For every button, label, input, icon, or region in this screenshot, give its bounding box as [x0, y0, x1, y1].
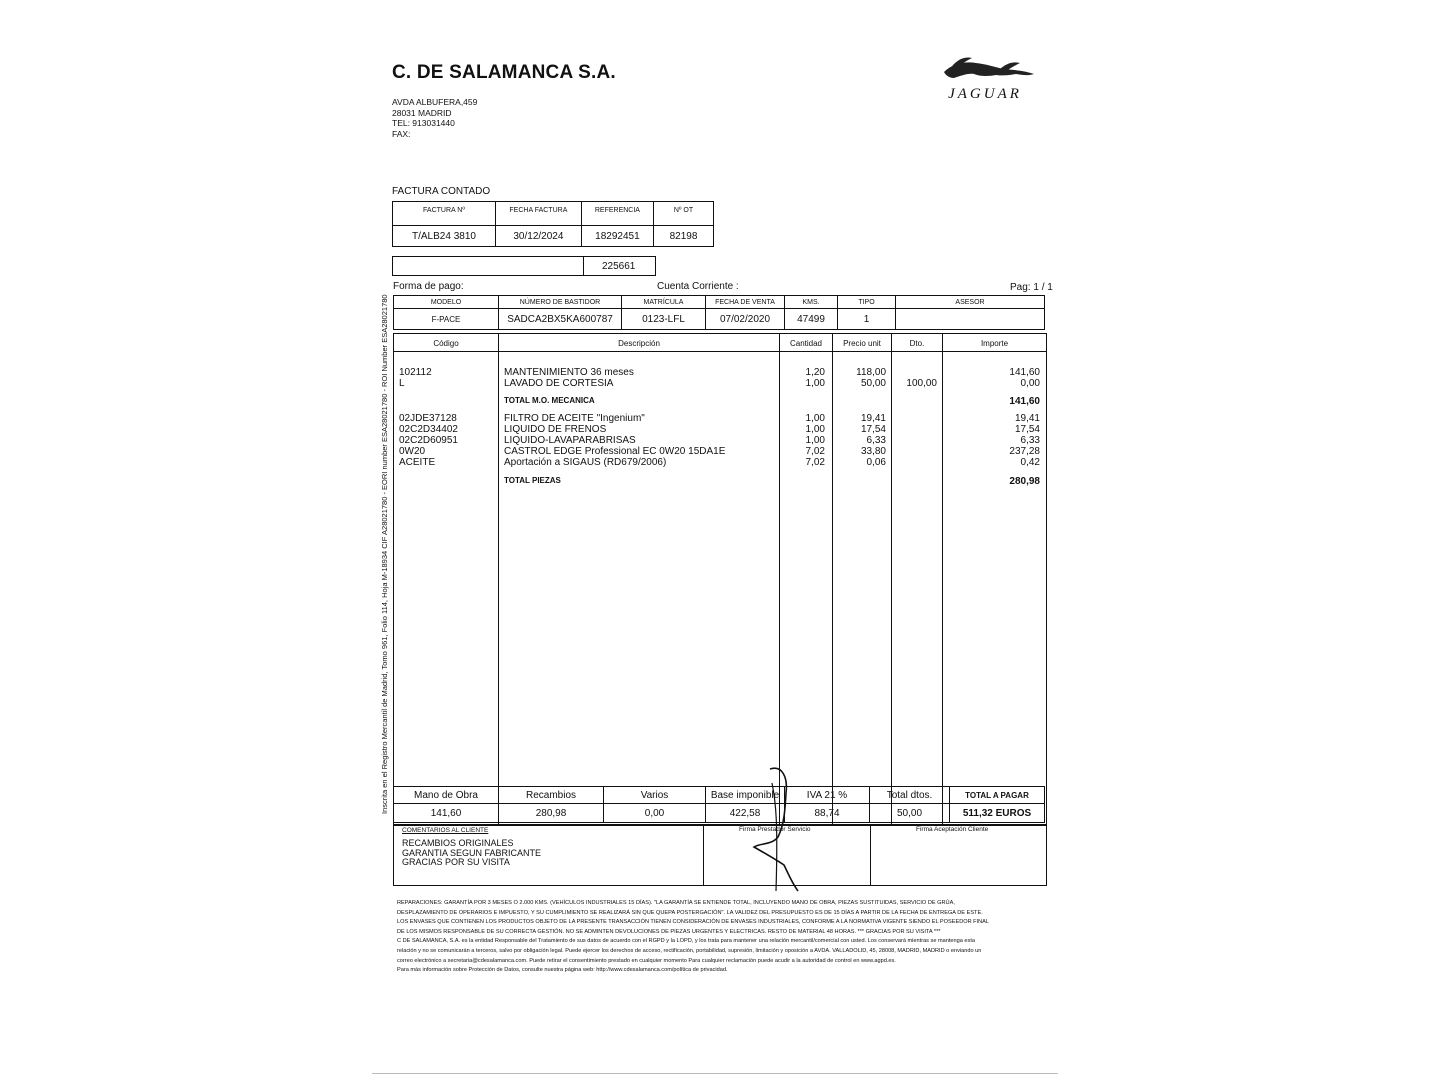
item-code: 102112 — [399, 367, 432, 378]
legal-line: REPARACIONES: GARANTÍA POR 3 MESES O 2.000 KMS. (VEHÍCULOS INDUSTRIALES 15 DÍAS). "LA GARANTÍA SE ENTIENDE TOTAL, INCLUYENDO MANO DE OBRA, PIEZAS SUSTITUIDAS, SERVICIO DE GRÚA, — [397, 900, 955, 906]
item-code: 02C2D34402 — [399, 424, 458, 435]
legal-line: correo electrónico a secretaria@cdesalamanca.com. Puede retirar el consentimiento prestado en cualquier momento Para cualquier reclamación puede acudir a la autoridad de control en www.agpd.es. — [397, 957, 896, 964]
total-discounts: 50,00 — [870, 804, 950, 823]
jaguar-logo — [930, 52, 1042, 104]
reference-label: REFERENCIA — [581, 202, 653, 226]
document-type: FACTURA CONTADO — [392, 186, 491, 197]
item-quantity: 1,00 — [805, 435, 825, 446]
payment-method-label: Forma de pago: — [393, 281, 464, 292]
item-quantity: 7,02 — [805, 457, 825, 468]
item-code: 0W20 — [399, 446, 426, 457]
description-column-header: Descripción — [618, 339, 660, 348]
comments-box — [393, 824, 1047, 886]
item-unit-price: 33,80 — [860, 446, 886, 457]
advisor-label: ASESOR — [896, 296, 1045, 309]
sale-date: 07/02/2020 — [706, 309, 785, 330]
item-amount: 280,98 — [1009, 476, 1040, 487]
misc-total: 0,00 — [604, 804, 706, 823]
registry-info: Inscrita en el Registro Mercantil de Madrid, Tomo 961, Folio 114, Hoja M-18934 CIF A28021780 - EORI number ESA28021780 - ROI Number ESA28021780 — [380, 294, 389, 814]
code-column-header: Código — [433, 339, 459, 348]
legal-notice — [397, 899, 1047, 976]
leaping-cat-icon — [930, 52, 1042, 86]
company-name: C. DE SALAMANCA S.A. — [392, 62, 616, 83]
parts-total: 280,98 — [499, 804, 604, 823]
item-quantity: 7,02 — [805, 446, 825, 457]
invoice-date-label: FECHA FACTURA — [495, 202, 581, 226]
unit-price-column-header: Precio unit — [843, 339, 881, 348]
vin: SADCA2BX5KA600787 — [499, 309, 622, 330]
line-items-area — [393, 333, 1047, 826]
item-amount: 6,33 — [1020, 435, 1040, 446]
item-amount: 0,42 — [1020, 457, 1040, 468]
company-address — [392, 97, 477, 139]
quantity-column-header: Cantidad — [789, 339, 823, 348]
vat-amount: 88,74 — [785, 804, 870, 823]
fax-line: FAX: — [392, 128, 411, 139]
ot-number-label: Nº OT — [653, 202, 713, 226]
vehicle-type: 1 — [838, 309, 896, 330]
vehicle-table — [393, 295, 1045, 330]
vin-label: NÚMERO DE BASTIDOR — [499, 296, 622, 309]
current-account-label: Cuenta Corriente : — [657, 281, 739, 292]
model-label: MODELO — [394, 296, 499, 309]
item-amount: 19,41 — [1014, 413, 1040, 424]
invoice-number-label: FACTURA Nº — [393, 202, 496, 226]
page-number: Pag: 1 / 1 — [1010, 282, 1053, 293]
legal-line: LOS ENVASES QUE CONTIENEN LOS PRODUCTOS OBJETO DE LA PRESENTE TRANSACCIÓN TIENEN CONSIDERACIÓN DE ENVASES INDUSTRIALES, CONFORME A LA NORMATIVA VIGENTE SIENDO EL POSEEDOR FINAL — [397, 919, 990, 926]
model: F-PACE — [394, 309, 499, 330]
kms-label: KMS. — [785, 296, 838, 309]
plate-label: MATRÍCULA — [622, 296, 706, 309]
item-code: 02JDE37128 — [399, 413, 457, 424]
item-quantity: 1,20 — [805, 367, 825, 378]
legal-line: C DE SALAMANCA, S.A. es la entidad Responsable del Tratamiento de sus datos de acuerdo con el RGPD y la LOPD, y los trata para mantener una relación mercantil/comercial con usted. Los conservará mientras se mantenga esta — [397, 938, 975, 945]
client-signature-label: Firma Aceptación Cliente — [916, 826, 989, 833]
item-unit-price: 0,06 — [866, 457, 886, 468]
signature-mark — [748, 763, 808, 893]
item-description: MANTENIMIENTO 36 meses — [504, 367, 634, 378]
legal-line: DESPLAZAMIENTO DE OPERARIOS E IMPUESTO, Y SU CUMPLIMIENTO SE REALIZARÁ SIN QUE QUEPA POSTERGACIÓN". LA VALIDEZ DEL PRESUPUESTO ES DE 15 DÍAS A PARTIR DE LA FECHA DE ENTREGA DE ESTE. — [397, 909, 983, 916]
scan-edge-line — [372, 1073, 1058, 1074]
item-unit-price: 17,54 — [860, 424, 886, 435]
total-discounts-label: Total dtos. — [870, 787, 950, 804]
item-discount: 100,00 — [906, 378, 937, 389]
invoice-header-table — [392, 201, 714, 247]
client-reference-box — [392, 256, 656, 276]
legal-line: Para más información sobre Protección de Datos, consulte nuestra página web: http://www.cdesalamanca.com/política de privacidad. — [397, 967, 728, 974]
misc-label: Varios — [604, 787, 706, 804]
item-quantity: 1,00 — [805, 413, 825, 424]
item-quantity: 1,00 — [805, 424, 825, 435]
total-due: 511,32 EUROS — [950, 804, 1045, 823]
item-description: LIQUIDO-LAVAPARABRISAS — [504, 435, 636, 446]
tax-base-label: Base imponible — [706, 787, 785, 804]
comment-line: GARANTIA SEGUN FABRICANTE — [402, 847, 542, 858]
legal-line: relación y no se comunicarán a terceros, salvo por obligación legal. Puede ejercer los derechos de acceso, rectificación, portabilidad, supresión, limitación y oposición a AVDA. VALLADOLID, 45, 28008, MADRID, MADRID o enviando un — [397, 947, 982, 954]
phone-line: TEL: 913031440 — [392, 118, 455, 128]
total-due-label: TOTAL A PAGAR — [950, 787, 1045, 804]
item-description: LAVADO DE CORTESIA — [504, 378, 614, 389]
address-line-1: AVDA ALBUFERA,459 — [392, 97, 478, 107]
labor-total: 141,60 — [394, 804, 499, 823]
item-amount: 141,60 — [1009, 367, 1040, 378]
item-amount: 141,60 — [1009, 396, 1040, 407]
item-description: CASTROL EDGE Professional EC 0W20 15DA1E — [504, 446, 726, 457]
reference: 18292451 — [581, 226, 653, 247]
logo-wordmark: JAGUAR — [948, 86, 1022, 102]
address-line-2: 28031 MADRID — [392, 107, 452, 118]
item-quantity: 1,00 — [805, 378, 825, 389]
item-description: TOTAL PIEZAS — [504, 476, 561, 485]
item-code: L — [399, 378, 405, 389]
legal-line: DE LOS MISMOS RESPONSABLE DE SU CORRECTA GESTIÓN. NO SE ADMINTEN DEVOLUCIONES DE PIEZAS URGENTES Y ELECTRICAS. RESTO DE MATERIAL 48 HORAS. *** GRACIAS POR SU VISITA *** — [397, 928, 941, 935]
discount-column-header: Dto. — [909, 339, 925, 348]
service-signature-label: Firma Prestador Servicio — [739, 826, 811, 833]
item-code: 02C2D60951 — [399, 435, 458, 446]
ot-number: 82198 — [653, 226, 713, 247]
invoice-date: 30/12/2024 — [495, 226, 581, 247]
tax-base: 422,58 — [706, 804, 785, 823]
client-reference: 225661 — [602, 261, 636, 272]
item-unit-price: 118,00 — [856, 367, 886, 378]
item-unit-price: 50,00 — [860, 378, 886, 389]
plate: 0123-LFL — [622, 309, 706, 330]
advisor — [896, 309, 1045, 330]
item-description: Aportación a SIGAUS (RD679/2006) — [504, 457, 667, 468]
comment-line: GRACIAS POR SU VISITA — [402, 857, 510, 867]
item-unit-price: 6,33 — [866, 435, 886, 446]
amount-column-header: Importe — [980, 339, 1009, 348]
comments-title: COMENTARIOS AL CLIENTE — [402, 827, 489, 834]
item-unit-price: 19,41 — [860, 413, 886, 424]
labor-label: Mano de Obra — [394, 787, 499, 804]
item-amount: 0,00 — [1020, 378, 1040, 389]
item-code: ACEITE — [399, 457, 436, 468]
item-amount: 17,54 — [1014, 424, 1040, 435]
vat-label: IVA 21 % — [785, 787, 870, 804]
comment-line: RECAMBIOS ORIGINALES — [402, 838, 514, 848]
sale-date-label: FECHA DE VENTA — [706, 296, 785, 309]
kms: 47499 — [785, 309, 838, 330]
type-label: TIPO — [838, 296, 896, 309]
item-description: TOTAL M.O. MECANICA — [504, 396, 595, 405]
parts-label: Recambios — [499, 787, 604, 804]
item-amount: 237,28 — [1009, 446, 1040, 457]
item-description: FILTRO DE ACEITE "Ingenium" — [504, 413, 645, 424]
invoice-number: T/ALB24 3810 — [393, 226, 496, 247]
comments-lines — [402, 839, 541, 868]
totals-table — [393, 786, 1045, 823]
item-description: LIQUIDO DE FRENOS — [504, 424, 607, 435]
